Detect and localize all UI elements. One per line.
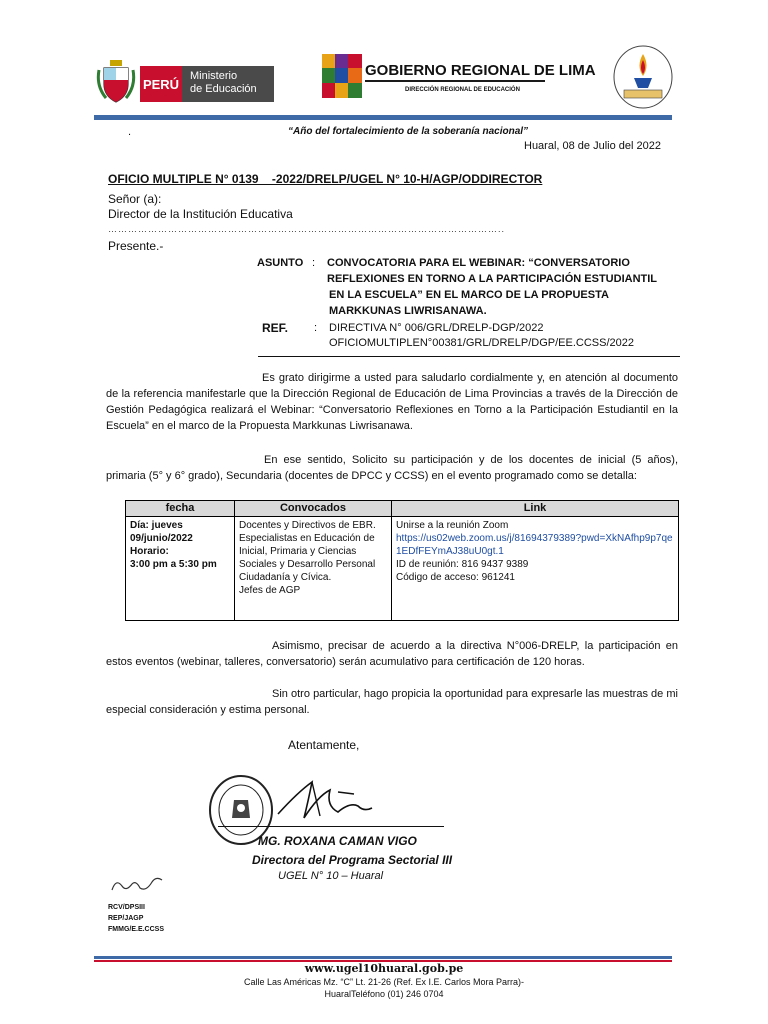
gore-lima-logo — [322, 54, 362, 98]
access-code: Código de acceso: 961241 — [396, 572, 515, 583]
list-item: Docentes y Directivos de EBR. — [239, 520, 376, 531]
zoom-link[interactable]: https://us02web.zoom.us/j/81694379389?pwd=XkNAfhp9p7qe1EDfFEYmAJ38uU0gt.1 — [396, 533, 673, 557]
asunto-line: CONVOCATORIA PARA EL WEBINAR: “CONVERSATORIO — [327, 257, 630, 269]
cell-convocados — [235, 517, 392, 621]
table-header-row — [126, 501, 679, 517]
signatory-title: Directora del Programa Sectorial III — [252, 853, 453, 867]
gore-divider — [365, 80, 545, 82]
gore-title: GOBIERNO REGIONAL DE LIMA — [365, 62, 596, 79]
asunto-line: EN LA ESCUELA” EN EL MARCO DE LA PROPUESTA — [329, 289, 609, 301]
signatory-office: UGEL N° 10 – Huaral — [278, 870, 384, 882]
initials-block — [108, 902, 164, 935]
meeting-id: ID de reunión: 816 9437 9389 — [396, 559, 529, 570]
paragraph-request: En ese sentido, Solicito su participación y de los docentes de inicial (5 años), primaria (5° y 6° grado), Secundaria (docentes de DPCC y CCSS) en el evento programado como se detalla: — [106, 454, 678, 482]
paragraph-certification: Asimismo, precisar de acuerdo a la directiva N°006-DRELP, la participación en estos eventos (webinar, talleres, conversatorio) serán acumulativo para certificación de 120 horas. — [106, 640, 678, 668]
zoom-intro: Unirse a la reunión Zoom — [396, 520, 509, 531]
asunto-text — [327, 255, 657, 319]
gore-subtitle: DIRECCIÓN REGIONAL DE EDUCACIÓN — [405, 87, 520, 93]
recipient-role: Director de la Institución Educativa — [108, 207, 293, 221]
initials-line: RCV/DPSIII — [108, 904, 145, 911]
footer-website[interactable]: www.ugel10huaral.gob.pe — [304, 962, 464, 975]
table-row — [126, 517, 679, 621]
ministry-label — [182, 66, 274, 102]
asunto-line: REFLEXIONES EN TORNO A LA PARTICIPACIÓN ESTUDIANTIL — [327, 273, 658, 285]
paragraph-closing: Sin otro particular, hago propicia la oportunidad para expresarle las muestras de mi especial consideración y estima personal. — [106, 688, 678, 716]
document-date: Huaral, 08 de Julio del 2022 — [524, 140, 661, 152]
ref-underline — [258, 356, 680, 357]
paragraph-intro: Es grato dirigirme a usted para saludarlo cordialmente y, en atención al documento de la referencia manifestarle que la Dirección Regional de Educación de Lima Provincias a través de la Dirección de Gestión Pedagógica realizará el Webinar: “Conversatorio Reflexiones en Torno a la Participación Estudiantil en la Escuela” en el marco de la Propuesta Markkunas Liwrisanawa. — [106, 372, 678, 432]
ref-label: REF. — [262, 321, 289, 335]
event-date: 09/junio/2022 — [130, 533, 193, 544]
column-header-link: Link — [392, 501, 679, 517]
oficio-number: OFICIO MULTIPLE N° 0139 -2022/DRELP/UGEL N° 10-H/AGP/ODDIRECTOR — [108, 172, 543, 186]
ministry-line2: de Educación — [190, 83, 257, 95]
ref-line1: DIRECTIVA N° 006/GRL/DRELP-DGP/2022 — [329, 322, 544, 334]
signature-line — [218, 826, 444, 827]
presente-label: Presente.- — [108, 239, 164, 253]
column-header-fecha: fecha — [126, 501, 235, 517]
event-day: Día: jueves — [130, 520, 183, 531]
handwritten-signature — [268, 772, 388, 828]
peru-label: PERÚ — [140, 66, 182, 102]
closing-atentamente: Atentamente, — [288, 738, 360, 752]
footer-phone: HuaralTeléfono (01) 246 0704 — [324, 989, 444, 999]
list-item: Especialistas en Educación de Inicial, Primaria y Ciencias Sociales y Desarrollo Personal Ciudadanía y Cívica. — [239, 533, 376, 583]
peru-shield-logo — [96, 58, 136, 104]
event-time-label: Horario: — [130, 546, 169, 557]
ministry-line1: Ministerio — [190, 70, 238, 82]
year-motto: “Año del fortalecimiento de la soberanía nacional” — [288, 126, 529, 137]
event-time: 3:00 pm a 5:30 pm — [130, 559, 217, 570]
footer-divider-blue — [94, 956, 672, 959]
footer-address-line: Calle Las Américas Mz. “C” Lt. 21-26 (Ref. Ex I.E. Carlos Mora Parra)- — [243, 977, 525, 987]
ref-colon: : — [314, 322, 318, 334]
asunto-colon: : — [312, 257, 316, 269]
asunto-line: MARKKUNAS LIWRISANAWA. — [329, 305, 487, 317]
recipient-salutation: Señor (a): — [108, 192, 162, 206]
initials-signature — [106, 870, 170, 900]
initials-line: REP/JAGP — [108, 915, 144, 922]
bullet-dot: . — [128, 126, 132, 138]
signatory-name: MG. ROXANA CAMAN VIGO — [258, 834, 417, 848]
header-divider — [94, 115, 672, 120]
event-table — [125, 500, 679, 621]
list-item: Jefes de AGP — [239, 585, 301, 596]
ugel-emblem — [612, 44, 674, 110]
recipient-dotted-line: ……………………………………………………………………………………………………….. — [108, 224, 506, 234]
column-header-convocados: Convocados — [235, 501, 392, 517]
initials-line: FMMG/E.E.CCSS — [108, 926, 165, 933]
cell-fecha — [126, 517, 235, 621]
footer-address — [0, 976, 768, 1000]
asunto-label: ASUNTO — [257, 257, 304, 269]
cell-link — [392, 517, 679, 621]
ref-line2: OFICIOMULTIPLEN°00381/GRL/DRELP/DGP/EE.CCSS/2022 — [329, 337, 634, 349]
